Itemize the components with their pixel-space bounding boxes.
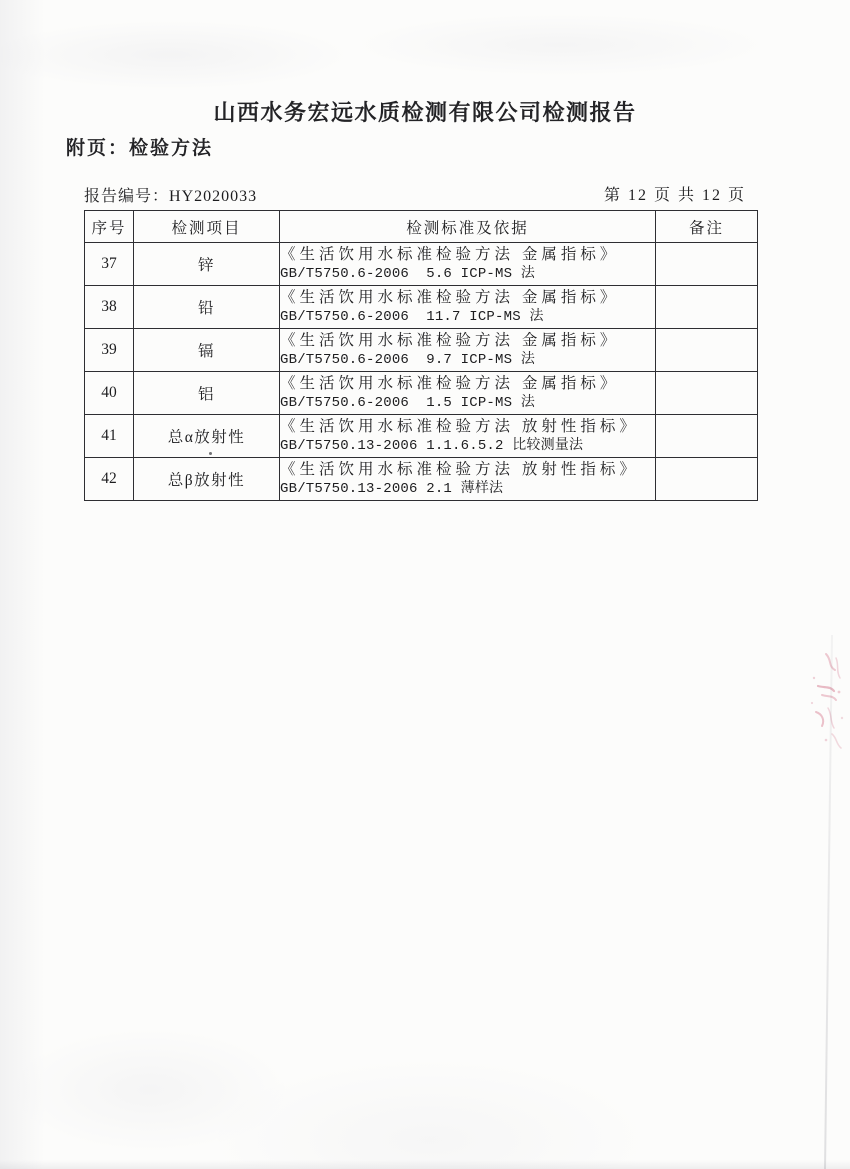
standard-line-1: 《生活饮用水标准检验方法 放射性指标》 bbox=[280, 417, 639, 435]
item-cell: 锌 bbox=[134, 243, 280, 286]
remark-cell bbox=[656, 372, 758, 415]
standard-line-2: GB/T5750.6-2006 5.6 ICP-MS 法 bbox=[280, 265, 536, 282]
page-number: 第 12 页 共 12 页 bbox=[603, 187, 746, 204]
standard-line-1: 《生活饮用水标准检验方法 金属指标》 bbox=[280, 374, 620, 392]
seq-cell: 37 bbox=[85, 243, 134, 286]
remark-cell bbox=[656, 329, 758, 372]
item-cell: 铅 bbox=[134, 286, 280, 329]
standard-cell bbox=[280, 415, 656, 458]
seq-cell: 38 bbox=[85, 286, 134, 329]
standard-cell bbox=[280, 458, 656, 501]
standard-line-2: GB/T5750.13-2006 1.1.6.5.2 比较测量法 bbox=[280, 437, 584, 454]
seq-cell: 42 bbox=[85, 458, 134, 501]
standard-line-2: GB/T5750.6-2006 1.5 ICP-MS 法 bbox=[280, 394, 536, 411]
report-number-label: 报告编号： bbox=[84, 188, 170, 205]
seq-cell: 41 bbox=[85, 415, 134, 458]
standard-cell bbox=[280, 372, 656, 415]
item-cell: 铝 bbox=[134, 372, 280, 415]
table-row bbox=[85, 329, 758, 372]
standard-line-2: GB/T5750.13-2006 2.1 薄样法 bbox=[280, 480, 504, 497]
standard-line-1: 《生活饮用水标准检验方法 金属指标》 bbox=[280, 331, 620, 349]
column-header-remark: 备注 bbox=[656, 211, 758, 243]
standard-cell bbox=[280, 243, 656, 286]
ink-speck bbox=[209, 452, 212, 455]
table-row bbox=[85, 415, 758, 458]
seq-cell: 40 bbox=[85, 372, 134, 415]
red-stamp-bleed-artifact bbox=[792, 648, 850, 760]
standard-line-2: GB/T5750.6-2006 9.7 ICP-MS 法 bbox=[280, 351, 536, 368]
table-header-row bbox=[85, 211, 758, 243]
standard-cell bbox=[280, 286, 656, 329]
remark-cell bbox=[656, 243, 758, 286]
methods-table bbox=[84, 210, 758, 501]
table-row bbox=[85, 243, 758, 286]
standard-line-1: 《生活饮用水标准检验方法 金属指标》 bbox=[280, 288, 620, 306]
table-row bbox=[85, 372, 758, 415]
table-row bbox=[85, 286, 758, 329]
column-header-standard: 检测标准及依据 bbox=[280, 211, 656, 243]
standard-line-1: 《生活饮用水标准检验方法 放射性指标》 bbox=[280, 460, 639, 478]
table-row bbox=[85, 458, 758, 501]
item-cell: 总α放射性 bbox=[134, 415, 280, 458]
remark-cell bbox=[656, 458, 758, 501]
seq-cell: 39 bbox=[85, 329, 134, 372]
item-cell: 镉 bbox=[134, 329, 280, 372]
item-cell: 总β放射性 bbox=[134, 458, 280, 501]
standard-line-1: 《生活饮用水标准检验方法 金属指标》 bbox=[280, 245, 620, 263]
standard-cell bbox=[280, 329, 656, 372]
attachment-subtitle: 附页：检验方法 bbox=[66, 138, 214, 159]
remark-cell bbox=[656, 415, 758, 458]
standard-line-2: GB/T5750.6-2006 11.7 ICP-MS 法 bbox=[280, 308, 544, 325]
report-number bbox=[84, 183, 257, 206]
page-bottom-edge-shadow bbox=[0, 1160, 850, 1169]
page-title: 山西水务宏远水质检测有限公司检测报告 bbox=[213, 100, 637, 125]
remark-cell bbox=[656, 286, 758, 329]
column-header-seq: 序号 bbox=[85, 211, 134, 243]
report-number-value: HY2020033 bbox=[169, 188, 258, 205]
column-header-item: 检测项目 bbox=[134, 211, 280, 243]
